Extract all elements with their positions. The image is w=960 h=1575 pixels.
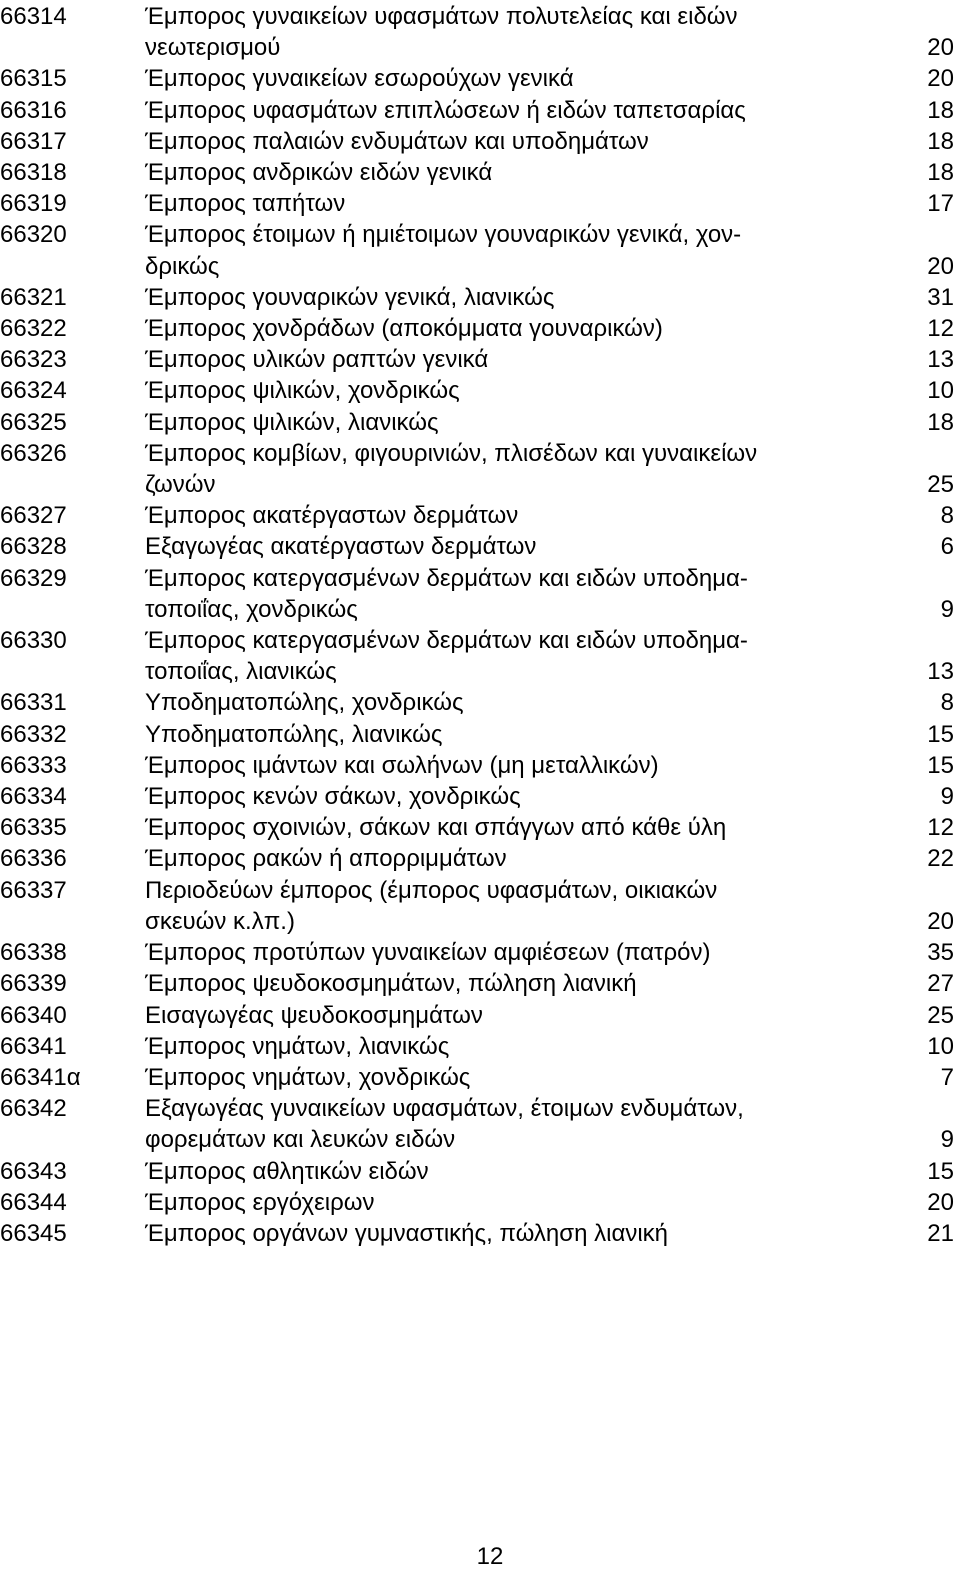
entry-code: 66314	[0, 3, 67, 30]
entry-description	[145, 1093, 890, 1155]
entry-description-line: Έμπορος υλικών ραπτών γενικά	[145, 346, 489, 374]
entry-value: 12	[927, 814, 954, 842]
entry-code: 66316	[0, 96, 67, 124]
entry-description-line: Έμπορος ιμάντων και σωλήνων (μη μεταλλικών)	[145, 751, 659, 779]
entry-value: 6	[940, 533, 954, 561]
entry-description	[145, 812, 890, 843]
entry-value: 27	[927, 970, 954, 998]
entry-code: 66328	[0, 533, 67, 561]
entry-code: 66318	[0, 159, 67, 187]
entry-code: 66331	[0, 689, 67, 717]
table-row	[0, 968, 954, 999]
entry-code: 66327	[0, 502, 67, 530]
entry-code: 66344	[0, 1188, 67, 1216]
entry-description-line: νεωτερισμού	[145, 34, 281, 62]
entry-value: 15	[927, 720, 954, 748]
entry-description	[145, 157, 890, 188]
table-row	[0, 188, 954, 219]
entry-code: 66323	[0, 346, 67, 374]
entry-description-line: Υποδηματοπώλης, χονδρικώς	[145, 689, 464, 717]
entry-value: 18	[927, 127, 954, 155]
table-row	[0, 63, 954, 94]
entry-code: 66336	[0, 845, 67, 873]
table-row	[0, 407, 954, 438]
entry-value: 25	[927, 471, 954, 499]
table-row	[0, 95, 954, 126]
table-row	[0, 719, 954, 750]
entry-code: 66338	[0, 939, 67, 967]
entry-description-line: σκευών κ.λπ.)	[145, 907, 295, 935]
entry-value: 15	[927, 751, 954, 779]
entry-code: 66324	[0, 377, 67, 405]
entry-description-line: Έμπορος κατεργασμένων δερμάτων και ειδών υποδημα-	[145, 564, 748, 592]
entry-value: 31	[927, 283, 954, 311]
table-row	[0, 781, 954, 812]
entry-description-line: Έμπορος κενών σάκων, χονδρικώς	[145, 783, 521, 811]
table-row	[0, 1187, 954, 1218]
table-row	[0, 375, 954, 406]
entry-value: 13	[927, 658, 954, 686]
table-row	[0, 282, 954, 313]
table-row	[0, 157, 954, 188]
entry-value: 20	[927, 252, 954, 280]
entry-description-line: Έμπορος σχοινιών, σάκων και σπάγγων από κάθε ύλη	[145, 814, 727, 842]
table-row	[0, 875, 954, 937]
entry-description	[145, 781, 890, 812]
entry-description-line: Έμπορος ψευδοκοσμημάτων, πώληση λιανική	[145, 970, 637, 998]
entry-description-line: Έμπορος ταπήτων	[145, 190, 346, 218]
entry-description-line: Έμπορος παλαιών ενδυμάτων και υποδημάτων	[145, 127, 649, 155]
table-row	[0, 531, 954, 562]
entry-code: 66325	[0, 408, 67, 436]
entry-description-line: Έμπορος ρακών ή απορριμμάτων	[145, 845, 507, 873]
table-row	[0, 219, 954, 281]
entry-value: 21	[927, 1219, 954, 1247]
entry-value: 20	[927, 907, 954, 935]
entry-value: 9	[940, 783, 954, 811]
entry-description	[145, 407, 890, 438]
entry-description	[145, 937, 890, 968]
entry-description	[145, 126, 890, 157]
entry-code: 66342	[0, 1095, 67, 1123]
entry-description	[145, 1187, 890, 1218]
table-row	[0, 1093, 954, 1155]
entry-code: 66317	[0, 127, 67, 155]
entry-code: 66321	[0, 283, 67, 311]
entry-description-line: τοποιΐας, λιανικώς	[145, 658, 337, 686]
entry-description	[145, 1156, 890, 1187]
entry-description	[145, 375, 890, 406]
entry-code: 66340	[0, 1001, 67, 1029]
entry-description-line: φορεμάτων και λευκών ειδών	[145, 1126, 456, 1154]
entry-code: 66330	[0, 627, 67, 655]
entry-value: 20	[927, 34, 954, 62]
entry-description	[145, 313, 890, 344]
entry-description	[145, 531, 890, 562]
entry-description	[145, 438, 890, 500]
entry-value: 22	[927, 845, 954, 873]
entry-code: 66341α	[0, 1063, 81, 1091]
entry-description	[145, 843, 890, 874]
entry-description-line: Έμπορος ψιλικών, λιανικώς	[145, 408, 439, 436]
entry-description-line: Υποδηματοπώλης, λιανικώς	[145, 720, 443, 748]
table-row	[0, 843, 954, 874]
entry-description-line: Έμπορος ακατέργαστων δερμάτων	[145, 502, 519, 530]
entry-description-line: Έμπορος υφασμάτων επιπλώσεων ή ειδών ταπετσαρίας	[145, 96, 746, 124]
entry-description-line: Έμπορος εργόχειρων	[145, 1188, 375, 1216]
entry-code: 66339	[0, 970, 67, 998]
entry-value: 12	[927, 315, 954, 343]
entry-description-line: Εισαγωγέας ψευδοκοσμημάτων	[145, 1001, 483, 1029]
entry-description-line: Έμπορος γουναρικών γενικά, λιανικώς	[145, 283, 555, 311]
entry-value: 35	[927, 939, 954, 967]
entry-code: 66345	[0, 1219, 67, 1247]
entry-description	[145, 968, 890, 999]
entry-description	[145, 344, 890, 375]
entry-description	[145, 625, 890, 687]
entry-description	[145, 1, 890, 63]
entry-description-line: Έμπορος αθλητικών ειδών	[145, 1157, 429, 1185]
entry-value: 10	[927, 1032, 954, 1060]
entry-description	[145, 719, 890, 750]
entry-description	[145, 1000, 890, 1031]
table-row	[0, 438, 954, 500]
table-row	[0, 1156, 954, 1187]
entry-code: 66335	[0, 814, 67, 842]
table-row	[0, 750, 954, 781]
entry-description	[145, 750, 890, 781]
table-row	[0, 1000, 954, 1031]
entry-code: 66337	[0, 876, 67, 904]
entry-description-line: Έμπορος ανδρικών ειδών γενικά	[145, 159, 493, 187]
entry-value: 20	[927, 1188, 954, 1216]
entry-value: 17	[927, 190, 954, 218]
entry-code: 66315	[0, 65, 67, 93]
entry-description	[145, 563, 890, 625]
entry-description-line: δρικώς	[145, 252, 220, 280]
entry-description-line: Έμπορος οργάνων γυμναστικής, πώληση λιανική	[145, 1219, 668, 1247]
entry-value: 8	[940, 689, 954, 717]
entry-value: 20	[927, 65, 954, 93]
entry-description	[145, 687, 890, 718]
entry-value: 10	[927, 377, 954, 405]
entry-description	[145, 95, 890, 126]
entry-description-line: τοποιΐας, χονδρικώς	[145, 595, 358, 623]
entry-description	[145, 282, 890, 313]
entry-value: 9	[940, 595, 954, 623]
entry-code: 66341	[0, 1032, 67, 1060]
table-row	[0, 625, 954, 687]
entry-value: 13	[927, 346, 954, 374]
entry-description	[145, 500, 890, 531]
entry-description-line: Έμπορος νημάτων, λιανικώς	[145, 1032, 450, 1060]
entry-description-line: Έμπορος γυναικείων εσωρούχων γενικά	[145, 65, 574, 93]
entry-description	[145, 63, 890, 94]
entry-value: 18	[927, 96, 954, 124]
entry-code: 66343	[0, 1157, 67, 1185]
table-row	[0, 1, 954, 63]
table-row	[0, 1031, 954, 1062]
entry-value: 9	[940, 1126, 954, 1154]
table-row	[0, 126, 954, 157]
table-row	[0, 313, 954, 344]
entry-description-line: Έμπορος κατεργασμένων δερμάτων και ειδών υποδημα-	[145, 627, 748, 655]
entry-description-line: Εξαγωγέας γυναικείων υφασμάτων, έτοιμων ενδυμάτων,	[145, 1095, 744, 1123]
entry-value: 7	[940, 1063, 954, 1091]
entry-description-line: Έμπορος χονδράδων (αποκόμματα γουναρικών)	[145, 315, 663, 343]
entry-description-line: Έμπορος ψιλικών, χονδρικώς	[145, 377, 460, 405]
entry-description-line: Έμπορος νημάτων, χονδρικώς	[145, 1063, 471, 1091]
table-row	[0, 812, 954, 843]
entry-description-line: Εξαγωγέας ακατέργαστων δερμάτων	[145, 533, 537, 561]
table-row	[0, 687, 954, 718]
entry-code: 66334	[0, 783, 67, 811]
entry-value: 18	[927, 408, 954, 436]
entry-code: 66333	[0, 751, 67, 779]
entry-value: 18	[927, 159, 954, 187]
entry-description-line: Έμπορος γυναικείων υφασμάτων πολυτελείας και ειδών	[145, 3, 738, 30]
page-number: 12	[476, 1543, 504, 1570]
entry-code: 66320	[0, 221, 67, 249]
table-row	[0, 1062, 954, 1093]
entry-code: 66322	[0, 315, 67, 343]
entry-description-line: Έμπορος προτύπων γυναικείων αμφιέσεων (πατρόν)	[145, 939, 711, 967]
entry-description	[145, 1062, 890, 1093]
table-row	[0, 344, 954, 375]
entry-code: 66329	[0, 564, 67, 592]
entry-value: 15	[927, 1157, 954, 1185]
entry-value: 25	[927, 1001, 954, 1029]
entry-code: 66319	[0, 190, 67, 218]
entry-code: 66332	[0, 720, 67, 748]
entry-description	[145, 875, 890, 937]
table-row	[0, 937, 954, 968]
entry-description-line: Έμπορος κομβίων, φιγουρινιών, πλισέδων και γυναικείων	[145, 439, 758, 467]
entry-description	[145, 1031, 890, 1062]
entry-description	[145, 219, 890, 281]
entry-description-line: Περιοδεύων έμπορος (έμπορος υφασμάτων, οικιακών	[145, 876, 718, 904]
table-row	[0, 1218, 954, 1249]
entry-description	[145, 1218, 890, 1249]
entry-description-line: Έμπορος έτοιμων ή ημιέτοιμων γουναρικών γενικά, χον-	[145, 221, 742, 249]
entry-description	[145, 188, 890, 219]
entry-value: 8	[940, 502, 954, 530]
entry-description-line: ζωνών	[145, 471, 216, 499]
entry-code: 66326	[0, 439, 67, 467]
entry-list	[0, 1, 954, 1249]
table-row	[0, 563, 954, 625]
table-row	[0, 500, 954, 531]
